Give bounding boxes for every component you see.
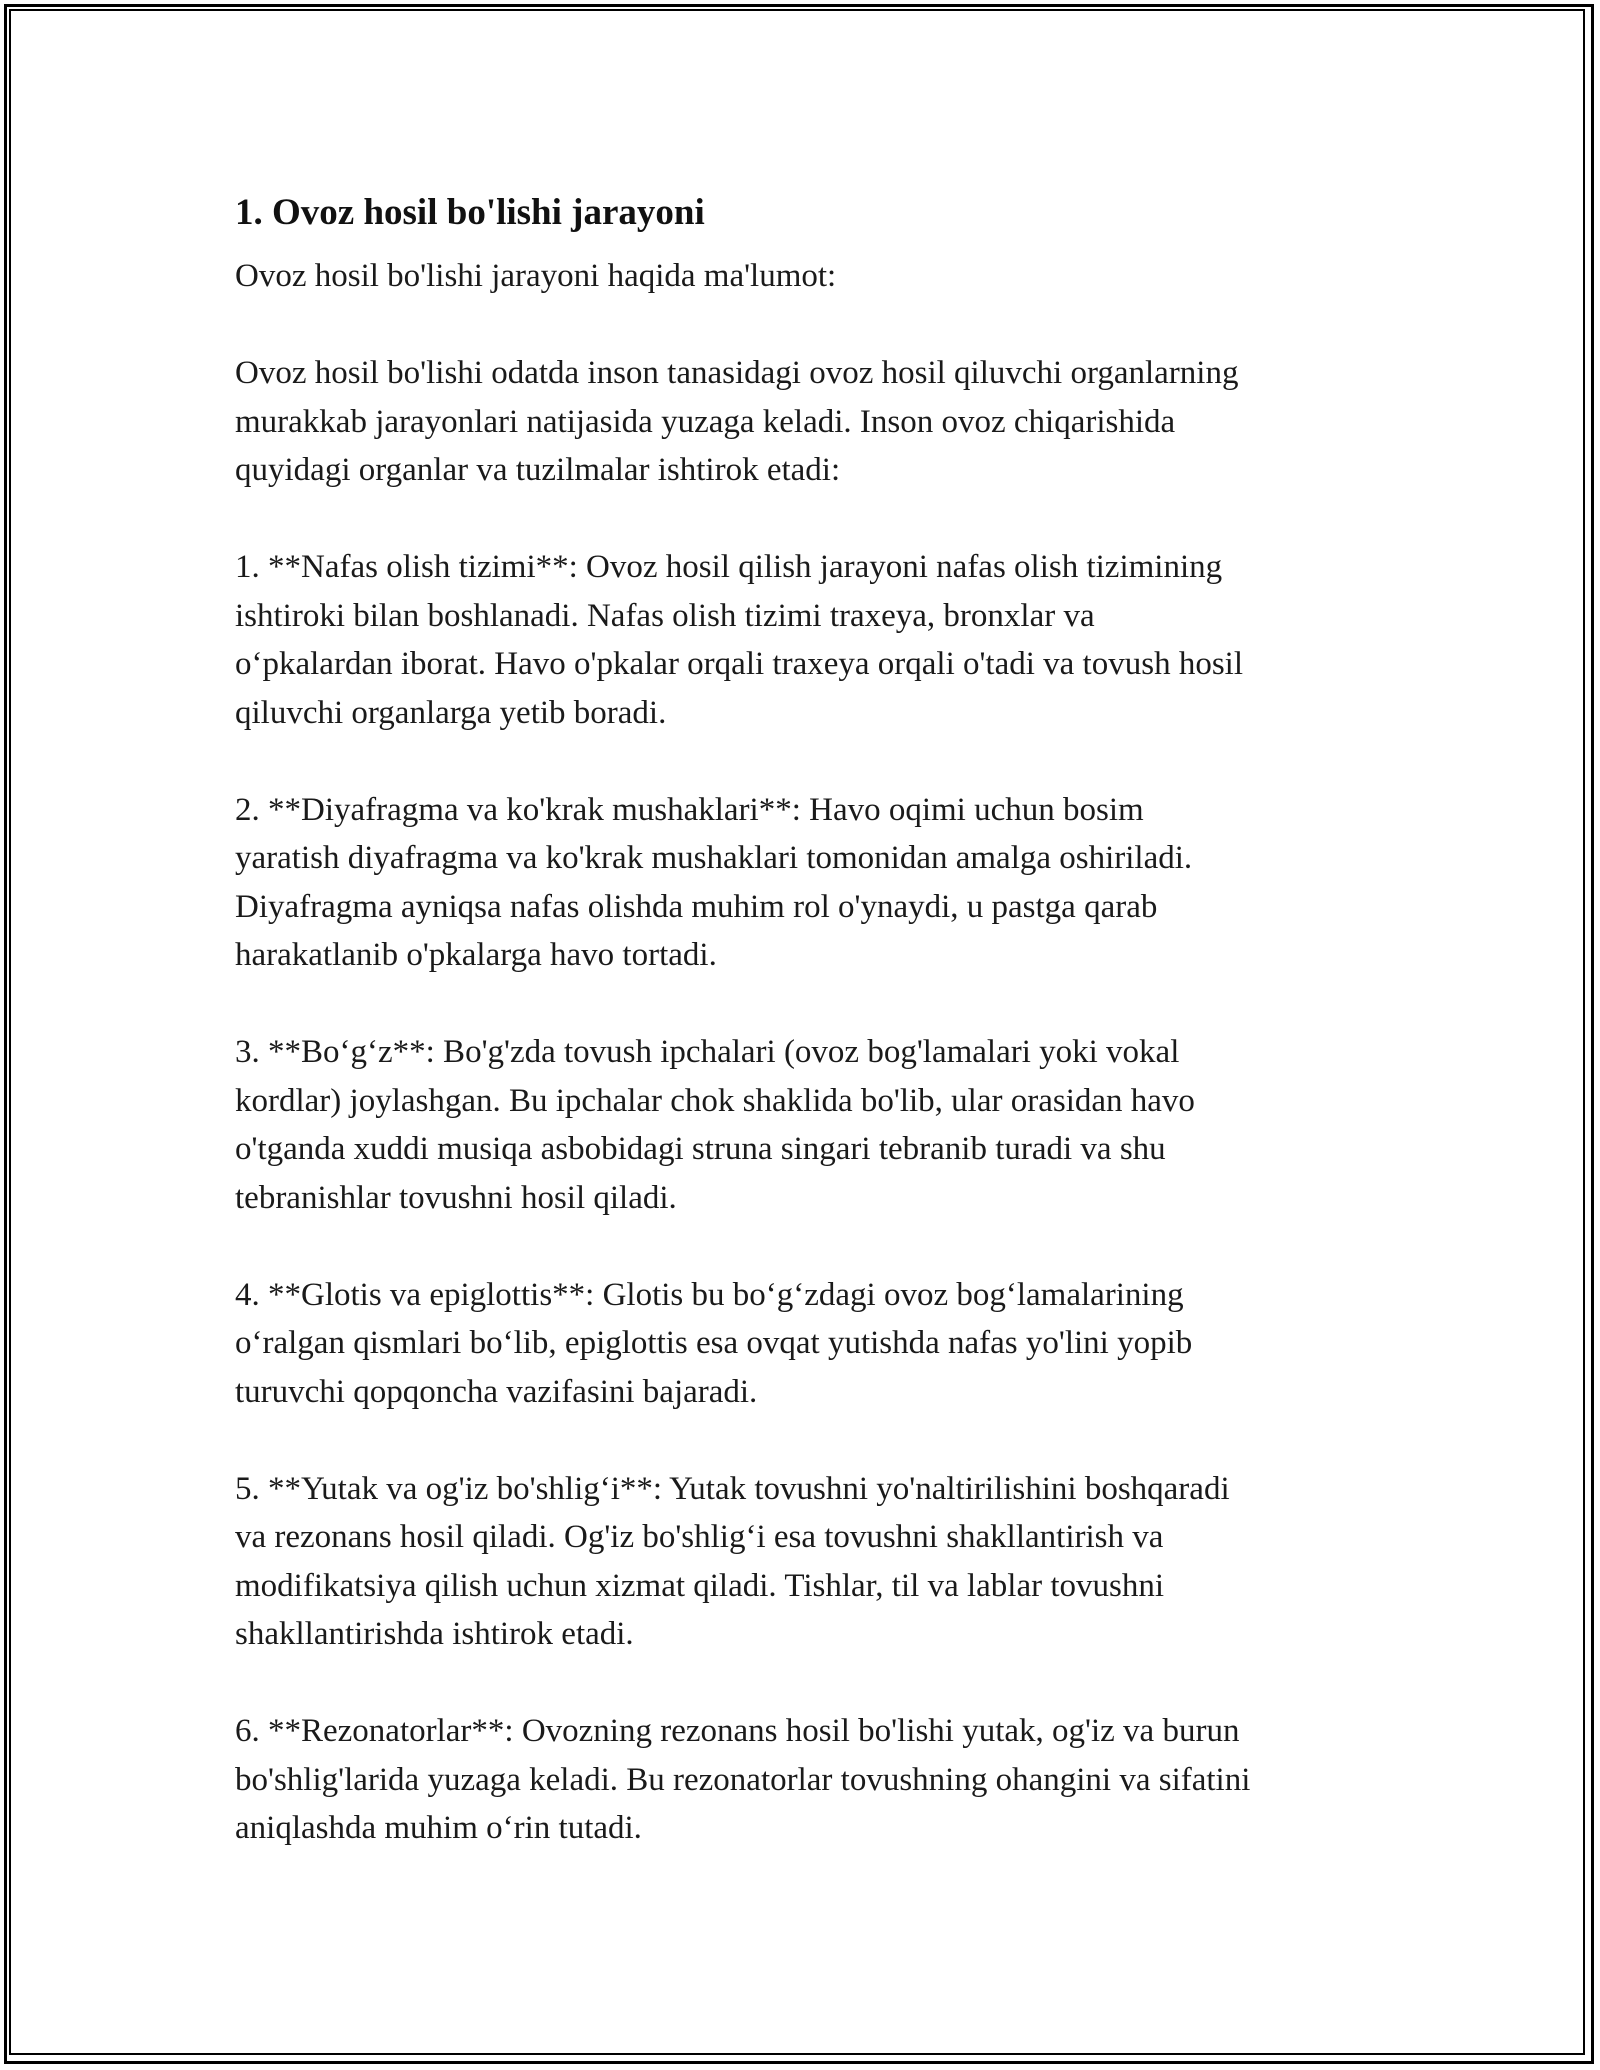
paragraph-item-1: 1. **Nafas olish tizimi**: Ovoz hosil qilish jarayoni nafas olish tizimining ishtiroki bilan boshlanadi. Nafas olish tizimi traxeya, bronxlar va o‘pkalardan iborat. Havo o'pkalar orqali traxeya orqali o'tadi va tovush hosil qiluvchi organlarga yetib boradi.: [235, 549, 1243, 731]
paragraph-item-5: 5. **Yutak va og'iz bo'shlig‘i**: Yutak tovushni yo'naltirilishini boshqaradi va rezonans hosil qiladi. Og'iz bo'shlig‘i esa tovushni shakllantirish va modifikatsiya qilish uchun xizmat qiladi. Tishlar, til va lablar tovushni shakllantirishda ishtirok etadi.: [235, 1470, 1230, 1652]
document-title: 1. Ovoz hosil bo'lishi jarayoni: [235, 192, 705, 233]
paragraph-item-2: 2. **Diyafragma va ko'krak mushaklari**: Havo oqimi uchun bosim yaratish diyafragma va ko'krak mushaklari tomonidan amalga oshiriladi. Diyafragma ayniqsa nafas olishda muhim rol o'ynaydi, u pastga qarab harakatlanib o'pkalarga havo tortadi.: [235, 791, 1193, 973]
paragraph-item-6: 6. **Rezonatorlar**: Ovozning rezonans hosil bo'lishi yutak, og'iz va burun bo'shlig'larida yuzaga keladi. Bu rezonatorlar tovushning ohangini va sifatini aniqlashda muhim o‘rin tutadi.: [235, 1713, 1251, 1846]
paragraph-item-3: 3. **Bo‘g‘z**: Bo'g'zda tovush ipchalari (ovoz bog'lamalari yoki vokal kordlar) joylashgan. Bu ipchalar chok shaklida bo'lib, ular orasidan havo o'tganda xuddi musiqa asbobidagi struna singari tebranib turadi va shu tebranishlar tovushni hosil qiladi.: [235, 1034, 1195, 1216]
intro-paragraph: Ovoz hosil bo'lishi jarayoni haqida ma'lumot:: [235, 258, 837, 294]
paragraph-item-4: 4. **Glotis va epiglottis**: Glotis bu bo‘g‘zdagi ovoz bog‘lamalarining o‘ralgan qismlari bo‘lib, epiglottis esa ovqat yutishda nafas yo'lini yopib turuvchi qopqoncha vazifasini bajaradi.: [235, 1276, 1193, 1410]
document-body: [235, 184, 1375, 1901]
paragraph-overview: Ovoz hosil bo'lishi odatda inson tanasidagi ovoz hosil qiluvchi organlarning murakkab jarayonlari natijasida yuzaga keladi. Inson ovoz chiqarishida quyidagi organlar va tuzilmalar ishtirok etadi:: [235, 355, 1239, 488]
